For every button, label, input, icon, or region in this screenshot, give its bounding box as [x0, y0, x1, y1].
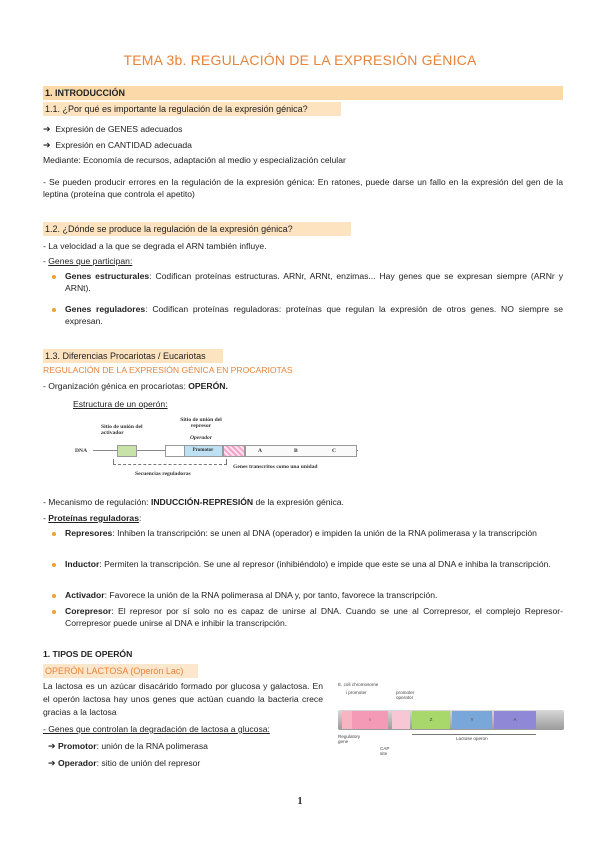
chromosome-label: E. coli chromosome	[338, 682, 379, 687]
bold-label: INDUCCIÓN-REPRESIÓN	[150, 497, 254, 507]
gene-a-label: A	[258, 448, 263, 454]
bullet-icon	[52, 610, 56, 614]
bold-label: Operador	[57, 758, 97, 768]
underlined-label: Proteínas reguladoras	[48, 513, 139, 523]
subsection-heading-1-2: 1.2. ¿Dónde se produce la regulación de la expresión génica?	[43, 222, 351, 236]
arrow-right-icon: ➔	[43, 140, 51, 150]
text: - Mecanismo de regulación:	[43, 497, 151, 507]
gene-y-segment: Y	[452, 711, 492, 729]
i-promoter-label: i promoter	[346, 690, 367, 695]
list-item-genes-reguladores	[65, 303, 563, 327]
paragraph-errores: - Se pueden producir errores en la regulación de la expresión génica: En ratones, puede darse un fallo en la expresión del gen de la leptina (proteína que controla el apetito)	[43, 177, 563, 199]
lac-operon-diagram	[336, 680, 566, 762]
bold-label: Activador	[65, 590, 105, 600]
subheading-regulacion-procariotas: REGULACIÓN DE LA EXPRESIÓN GÉNICA EN PROCARIOTAS	[43, 365, 293, 375]
paragraph-mecanismo	[43, 496, 344, 508]
operator-label: Operador	[189, 435, 213, 441]
section-heading-introduccion: 1. INTRODUCCIÓN	[43, 86, 563, 100]
list-item-genes-estructurales	[65, 270, 563, 294]
regulatory-brace	[113, 459, 227, 465]
genes-controlan	[43, 723, 270, 735]
regulatory-gene-label: Regulatory gene	[338, 734, 361, 744]
transcribed-genes-box	[245, 445, 357, 457]
subsection-heading-operon-lactosa: OPERÓN LACTOSA (Operón Lac)	[43, 664, 198, 678]
gene-a-segment: A	[494, 711, 536, 729]
paragraph-mediante: Mediante: Economía de recursos, adaptación al medio y especialización celular	[43, 155, 346, 165]
dna-label: DNA	[75, 448, 88, 454]
gene-i-segment: I	[352, 711, 388, 729]
list-item-text: : Permiten la transcripción. Se une al represor (inhibiéndolo) e impide que este se una al DNA e inhiba la transcripción.	[99, 559, 551, 569]
bullet-icon	[52, 308, 56, 312]
list-item-represores	[65, 527, 563, 539]
cap-site-label: CAP site	[380, 746, 390, 756]
paragraph-lactosa: La lactosa es un azúcar disacárido formado por glucosa y galactosa. En el operón lactosa hay unos genes que actúan cuando la bacteria crece gracias a la lactosa	[43, 681, 323, 717]
section-heading-tipos-operon: 1. TIPOS DE OPERÓN	[43, 649, 133, 659]
page-title: TEMA 3b. REGULACIÓN DE LA EXPRESIÓN GÉNICA	[123, 52, 477, 68]
lactose-operon-label: Lactose operon	[456, 736, 488, 741]
gene-c-label: C	[332, 448, 337, 454]
list-item-text: Expresión de GENES adecuados	[55, 124, 183, 134]
proteinas-reguladoras: - Proteínas reguladoras:	[43, 513, 142, 523]
gene-z-segment: Z	[412, 711, 450, 729]
list-item-text: : Codifican proteínas estructuras. ARNr, ARNt, enzimas... Hay genes que se expresan siempre (ARNr y ARNt).	[65, 271, 563, 293]
arrow-right-icon: ➔	[48, 758, 56, 768]
paragraph-velocidad: - La velocidad a la que se degrada el ARN también influye.	[43, 241, 267, 251]
repressor-site-label: Sitio de unión del represor	[180, 417, 222, 429]
bold-label: Promotor	[57, 741, 97, 751]
list-item	[43, 139, 192, 151]
activator-site-label: Sitio de unión del activador	[101, 424, 143, 436]
bullet-icon	[52, 275, 56, 279]
bold-label: Genes reguladores	[65, 304, 146, 314]
activator-site-box	[117, 445, 137, 457]
text: - Organización génica en procariotas:	[43, 381, 189, 391]
list-item-promotor	[48, 740, 208, 752]
subsection-heading-1-3: 1.3. Diferencias Procariotas / Eucariotas	[43, 349, 223, 363]
transcribed-genes-label: Genes transcritos como una unidad	[233, 464, 318, 470]
bold-label: OPERÓN.	[188, 381, 228, 391]
paragraph-organizacion	[43, 380, 228, 392]
list-item-corepresor	[65, 605, 563, 629]
gene-b-label: B	[294, 448, 298, 454]
list-item-text: : unión de la RNA polimerasa	[96, 741, 208, 751]
operator-box	[223, 445, 245, 457]
estructura-label: Estructura de un operón:	[73, 399, 168, 409]
bullet-icon	[52, 594, 56, 598]
list-item-text: : Codifican proteínas reguladoras: proteínas que regulan la expresión de otros genes. NO siempre se expresan.	[65, 304, 563, 326]
i-promoter-segment	[342, 711, 352, 729]
list-item-text: : sitio de unión del represor	[96, 758, 201, 768]
list-item-text: : Inhiben la transcripción: se unen al DNA (operador) e impiden la unión de la RNA polimerasa y la transcripción	[112, 528, 537, 538]
operon-bracket	[412, 734, 536, 735]
list-item	[43, 123, 182, 135]
operon-structure-diagram	[73, 414, 373, 484]
list-item-operador	[48, 757, 200, 769]
list-item-inductor	[65, 558, 563, 570]
bold-label: Inductor	[65, 559, 100, 569]
underlined-label: Genes que participan:	[48, 256, 133, 266]
subsection-heading-1-1: 1.1. ¿Por qué es importante la regulación de la expresión génica?	[43, 102, 341, 116]
underlined-label: - Genes que controlan la degradación de lactosa a glucosa:	[43, 724, 270, 734]
list-item-text: : Favorece la unión de la RNA polimerasa al DNA y, por tanto, favorece la transcripción.	[104, 590, 438, 600]
promoter-box: Promotor	[183, 445, 223, 457]
cap-site-segment	[392, 711, 410, 729]
genes-participan: - Genes que participan:	[43, 256, 133, 266]
promoter-operator-label: promoter operator	[396, 690, 415, 700]
bold-label: Corepresor	[65, 606, 112, 616]
bold-label: Genes estructurales	[65, 271, 150, 281]
arrow-right-icon: ➔	[43, 124, 51, 134]
regulatory-sequences-label: Secuencias reguladoras	[135, 471, 191, 477]
text: de la expresión génica.	[253, 497, 344, 507]
list-item-text: : El represor por sí solo no es capaz de unirse al DNA. Cuando se une al Correpresor, el complejo Represor-Correpresor puede unirse al DNA e inhibir la transcripción.	[65, 606, 563, 628]
bullet-icon	[52, 532, 56, 536]
list-item-activador	[65, 589, 563, 601]
list-item-text: Expresión en CANTIDAD adecuada	[55, 140, 192, 150]
page-number: 1	[297, 796, 303, 807]
spacer-box	[165, 445, 185, 457]
arrow-right-icon: ➔	[48, 741, 56, 751]
bullet-icon	[52, 563, 56, 567]
bold-label: Represores	[65, 528, 113, 538]
